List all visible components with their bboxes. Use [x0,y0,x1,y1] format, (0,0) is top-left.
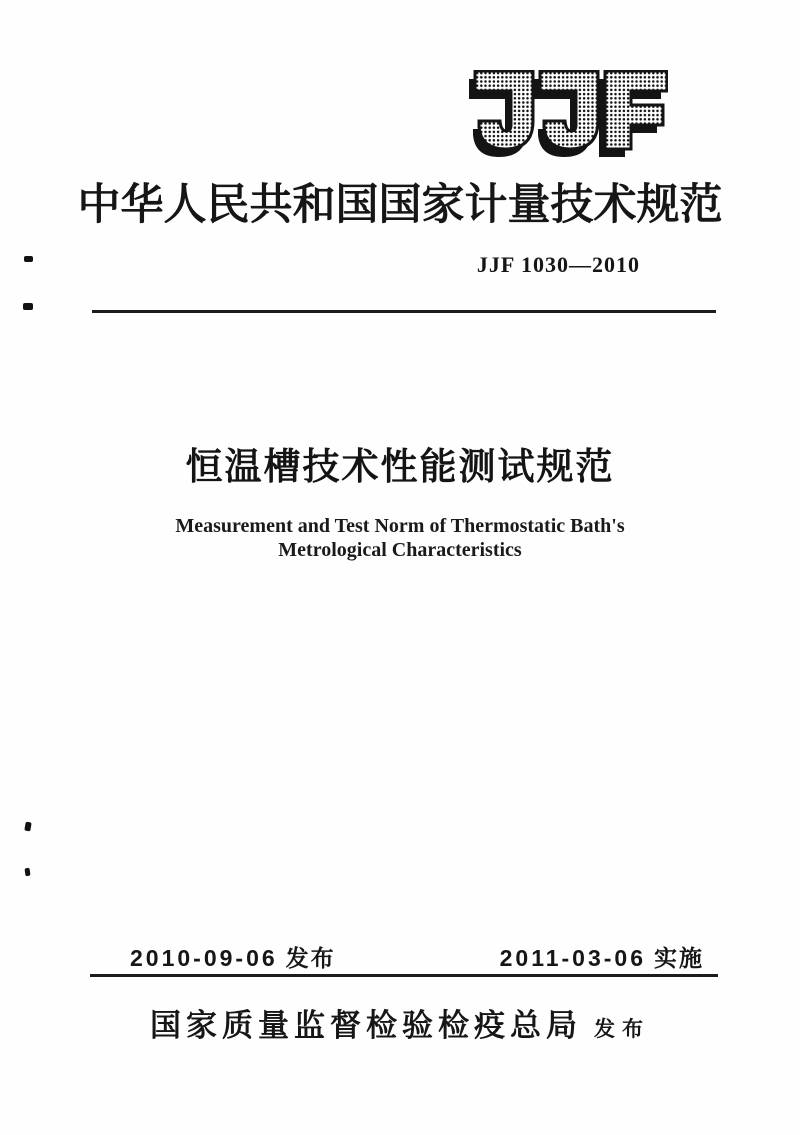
logo-letter-f [599,71,667,157]
publisher-name: 国家质量监督检验检疫总局 [150,1008,582,1043]
standard-title-en [0,514,800,562]
scan-speck [23,303,33,310]
issue-date-value: 2010-09-06 [130,945,278,971]
scan-speck [24,868,30,877]
implementation-date [500,940,704,973]
scan-speck [24,822,31,832]
scan-speck [24,256,33,262]
footer-rule [90,974,718,977]
logo-letter-j1 [469,71,533,157]
standard-title-cn: 恒温槽技术性能测试规范 [185,446,615,487]
header-rule [92,310,716,313]
jjf-logo [468,70,668,160]
doc-number: JJF 1030—2010 [476,252,640,277]
issue-date [130,940,336,973]
standard-category-title: 中华人民共和国国家计量技术规范 [77,182,723,229]
publisher-suffix: 发布 [594,1018,650,1041]
logo-letter-j2 [534,71,598,157]
implementation-date-value: 2011-03-06 [499,945,646,971]
issue-date-label: 发布 [285,945,336,971]
publisher-line [0,1000,800,1045]
title-en-line2: Metrological Characteristics [278,539,522,561]
implementation-date-label: 实施 [654,945,704,971]
title-en-line1: Measurement and Test Norm of Thermostatic Bath's [175,515,625,537]
jjf-logo-text [0,0,1,1]
